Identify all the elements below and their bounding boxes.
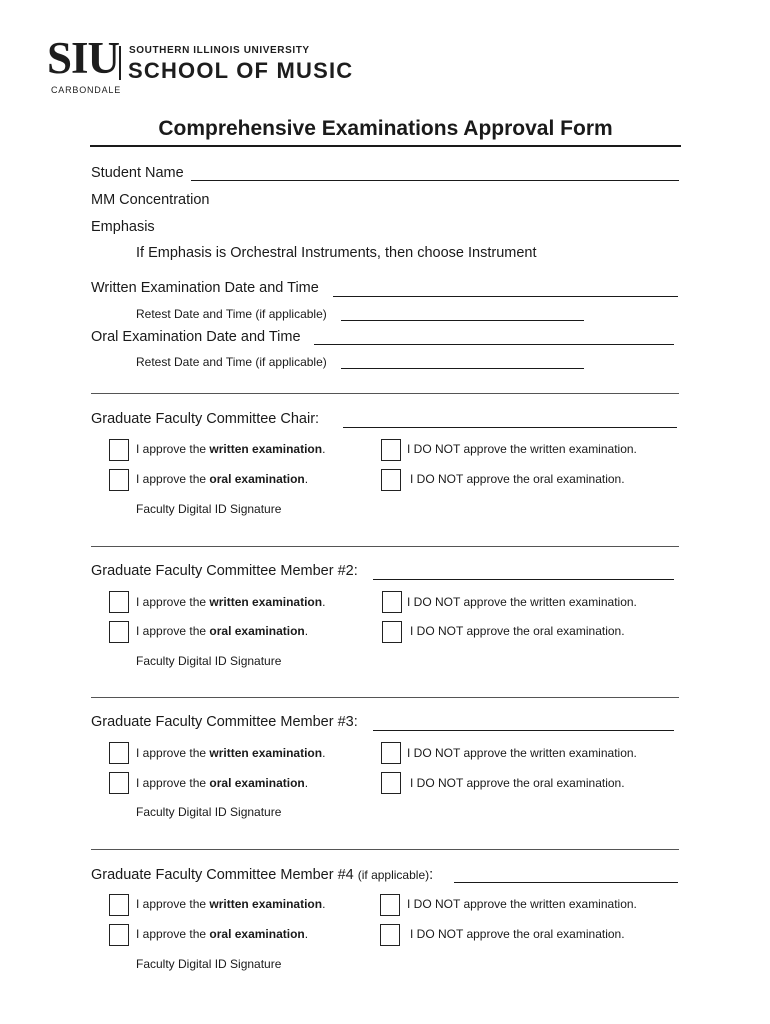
mm-concentration-label: MM Concentration (91, 192, 210, 208)
chair-approve-oral-label: I approve the oral examination. (136, 472, 309, 486)
member-2-approve-written-label: I approve the written examination. (136, 595, 326, 609)
member-4-approve-oral-checkbox[interactable] (109, 924, 129, 946)
member-4-not-approve-oral-label: I DO NOT approve the oral examination. (410, 927, 625, 941)
member-2-approve-oral-checkbox[interactable] (109, 621, 129, 643)
member-4-field[interactable] (454, 882, 678, 883)
logo-university: SOUTHERN ILLINOIS UNIVERSITY (129, 45, 310, 56)
retest-2-label: Retest Date and Time (if applicable) (136, 355, 327, 369)
section-divider (91, 849, 679, 850)
logo-school: SCHOOL OF MUSIC (128, 58, 354, 83)
member-4-approve-oral-label: I approve the oral examination. (136, 927, 309, 941)
member-2-not-approve-written-label: I DO NOT approve the written examination. (407, 595, 637, 609)
member-2-approve-oral-label: I approve the oral examination. (136, 624, 309, 638)
section-divider (91, 393, 679, 394)
oral-exam-label: Oral Examination Date and Time (91, 329, 301, 345)
chair-not-approve-written-label: I DO NOT approve the written examination. (407, 442, 637, 456)
chair-approve-written-label: I approve the written examination. (136, 442, 326, 456)
member-3-not-approve-oral-checkbox[interactable] (381, 772, 401, 794)
section-divider (91, 697, 679, 698)
logo-divider (119, 46, 121, 80)
instrument-note: If Emphasis is Orchestral Instruments, then choose Instrument (136, 245, 537, 261)
member-4-approve-written-checkbox[interactable] (109, 894, 129, 916)
member-3-not-approve-written-checkbox[interactable] (381, 742, 401, 764)
page-title: Comprehensive Examinations Approval Form (158, 117, 613, 140)
member-2-signature-label: Faculty Digital ID Signature (136, 654, 282, 668)
member-4-approve-written-label: I approve the written examination. (136, 897, 326, 911)
chair-not-approve-oral-label: I DO NOT approve the oral examination. (410, 472, 625, 486)
logo-siu-mark: SIU (47, 33, 120, 83)
title-rule (90, 145, 681, 147)
member-2-field[interactable] (373, 579, 674, 580)
chair-not-approve-oral-checkbox[interactable] (381, 469, 401, 491)
member-3-field[interactable] (373, 730, 674, 731)
written-exam-field[interactable] (333, 296, 678, 297)
member-3-not-approve-oral-label: I DO NOT approve the oral examination. (410, 776, 625, 790)
member-3-not-approve-written-label: I DO NOT approve the written examination. (407, 746, 637, 760)
student-name-field[interactable] (191, 180, 679, 181)
member-4-not-approve-written-label: I DO NOT approve the written examination. (407, 897, 637, 911)
oral-exam-field[interactable] (314, 344, 674, 345)
member-3-approve-written-label: I approve the written examination. (136, 746, 326, 760)
member-2-not-approve-oral-label: I DO NOT approve the oral examination. (410, 624, 625, 638)
chair-not-approve-written-checkbox[interactable] (381, 439, 401, 461)
emphasis-label: Emphasis (91, 219, 155, 235)
member-4-not-approve-written-checkbox[interactable] (380, 894, 400, 916)
member-3-approve-oral-label: I approve the oral examination. (136, 776, 309, 790)
chair-signature-label: Faculty Digital ID Signature (136, 502, 282, 516)
member-2-label: Graduate Faculty Committee Member #2: (91, 563, 358, 579)
retest-1-field[interactable] (341, 320, 584, 321)
written-exam-label: Written Examination Date and Time (91, 280, 319, 296)
member-2-not-approve-written-checkbox[interactable] (382, 591, 402, 613)
section-divider (91, 546, 679, 547)
member-3-signature-label: Faculty Digital ID Signature (136, 805, 282, 819)
member-3-approve-written-checkbox[interactable] (109, 742, 129, 764)
member-2-not-approve-oral-checkbox[interactable] (382, 621, 402, 643)
member-4-signature-label: Faculty Digital ID Signature (136, 957, 282, 971)
member-2-approve-written-checkbox[interactable] (109, 591, 129, 613)
retest-2-field[interactable] (341, 368, 584, 369)
chair-label: Graduate Faculty Committee Chair: (91, 411, 320, 427)
chair-approve-written-checkbox[interactable] (109, 439, 129, 461)
member-4-label: Graduate Faculty Committee Member #4 (if applicable): (91, 867, 434, 883)
chair-approve-oral-checkbox[interactable] (109, 469, 129, 491)
member-3-approve-oral-checkbox[interactable] (109, 772, 129, 794)
member-3-label: Graduate Faculty Committee Member #3: (91, 714, 358, 730)
member-4-not-approve-oral-checkbox[interactable] (380, 924, 400, 946)
student-name-label: Student Name (91, 165, 184, 181)
retest-1-label: Retest Date and Time (if applicable) (136, 307, 327, 321)
chair-field[interactable] (343, 427, 677, 428)
logo-campus: CARBONDALE (51, 85, 122, 95)
